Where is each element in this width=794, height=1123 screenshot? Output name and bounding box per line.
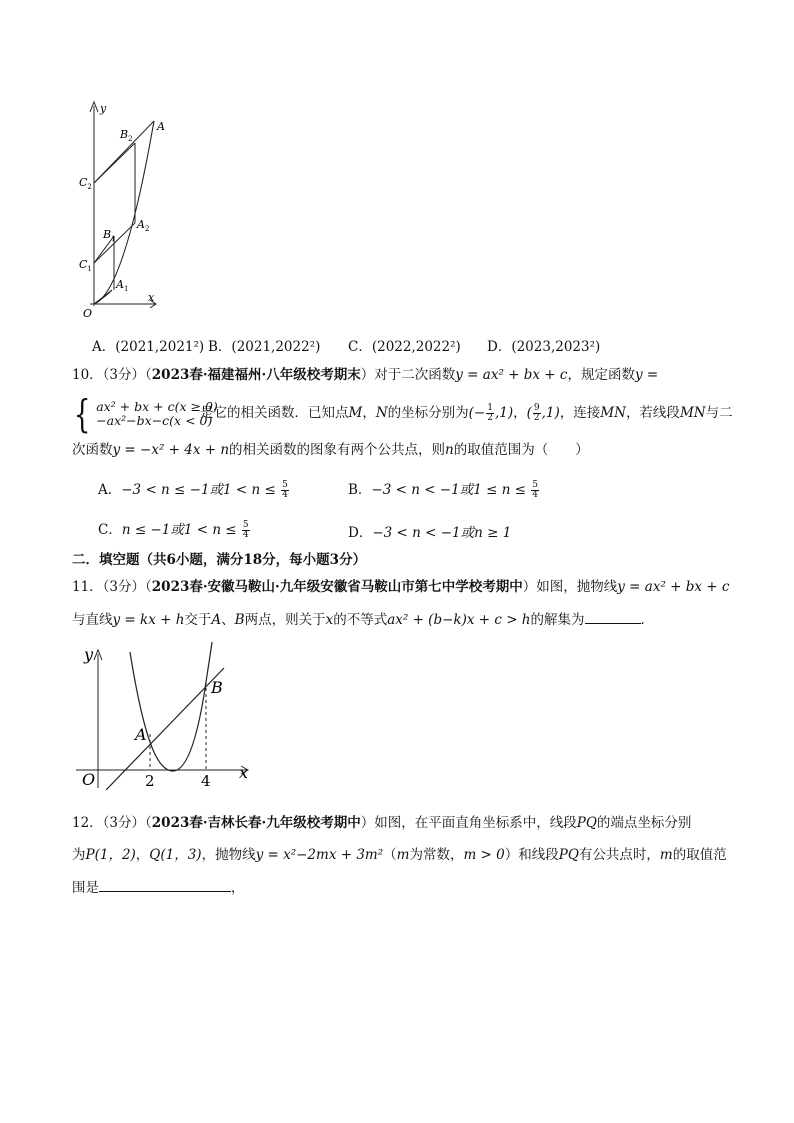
q12-answer-blank[interactable]: [99, 877, 231, 892]
label-A: A: [135, 725, 147, 744]
q10-option-c: C．n ≤ −1或1 < n ≤ $\frac{5}{4}$: [98, 520, 249, 540]
label-x: x: [239, 763, 249, 782]
figure-2-graph: [72, 640, 257, 790]
label-A: A: [157, 120, 165, 133]
q10-line-3: 次函数y = −x² + 4x + n的相关函数的图象有两个公共点，则n的取值范围为（ ）: [72, 442, 589, 458]
q11-answer-blank[interactable]: [585, 609, 641, 624]
label-B: B: [211, 678, 223, 697]
parabola-curve: [94, 121, 154, 304]
label-O: O: [83, 307, 93, 320]
q10-option-a: A．−3 < n ≤ −1或1 < n ≤ $\frac{5}{4}$: [98, 480, 288, 500]
brace-symbol: {: [73, 392, 91, 436]
q9-option-c: C．(2022,2022²): [348, 339, 461, 355]
figure-1-diagram: [74, 98, 174, 320]
label-C1: $C_1$: [79, 258, 92, 273]
q12-line-3: 围是 ，: [72, 877, 245, 898]
label-C2: $C_2$: [79, 176, 92, 191]
q11-line-2: 与直线y = kx + h交于A、B两点，则关于x的不等式ax² + (b−k)x + c > h的解集为 ．: [72, 609, 654, 630]
tick-2: 2: [145, 772, 155, 790]
piece-1: ax² + bx + c(x ≥ 0): [96, 399, 218, 414]
label-B2: $B_2$: [120, 128, 133, 143]
label-B1: $B_1$: [103, 228, 116, 243]
q10-option-b: B．−3 < n < −1或1 ≤ n ≤ $\frac{5}{4}$: [348, 480, 539, 500]
q10-piecewise: [70, 392, 218, 436]
q11-line-1: 11．（3分）（2023春·安徽马鞍山·九年级安徽省马鞍山市第七中学校考期中）如图，抛物线y = ax² + bx + c: [72, 579, 730, 595]
piece-2: −ax²−bx−c(x < 0): [96, 413, 213, 428]
q10-option-d: D．−3 < n < −1或n ≥ 1: [348, 525, 512, 541]
label-O: O: [82, 770, 96, 789]
q10-line-2: 是它的相关函数．已知点M，N的坐标分别为(− $\frac{1}{2}$ ,1)，( $\frac{9}{2}$ ,1)，连接MN，若线段MN与二: [200, 403, 733, 423]
q9-option-b: B．(2021,2022²): [208, 339, 321, 355]
label-y: y: [84, 645, 94, 664]
label-y: y: [100, 102, 107, 115]
tick-4: 4: [201, 772, 211, 790]
section-2-header: 二．填空题（共6小题，满分18分，每小题3分）: [72, 552, 367, 568]
q9-option-a: A．(2021,2021²): [92, 339, 205, 355]
q12-line-1: 12．（3分）（2023春·吉林长春·九年级校考期中）如图，在平面直角坐标系中，线段PQ的端点坐标分别: [72, 815, 692, 831]
q10-line-1: 10．（3分）（2023春·福建福州·八年级校考期末）对于二次函数y = ax² + bx + c，规定函数y =: [72, 367, 659, 383]
label-A1: $A_1$: [116, 278, 129, 293]
line-O-A1: [94, 290, 112, 304]
q12-line-2: 为P(1，2)，Q(1，3)，抛物线y = x²−2mx + 3m²（m为常数，m > 0）和线段PQ有公共点时，m的取值范: [72, 847, 727, 863]
q9-option-d: D．(2023,2023²): [487, 339, 601, 355]
label-x: x: [148, 291, 155, 304]
label-A2: $A_2$: [137, 218, 150, 233]
